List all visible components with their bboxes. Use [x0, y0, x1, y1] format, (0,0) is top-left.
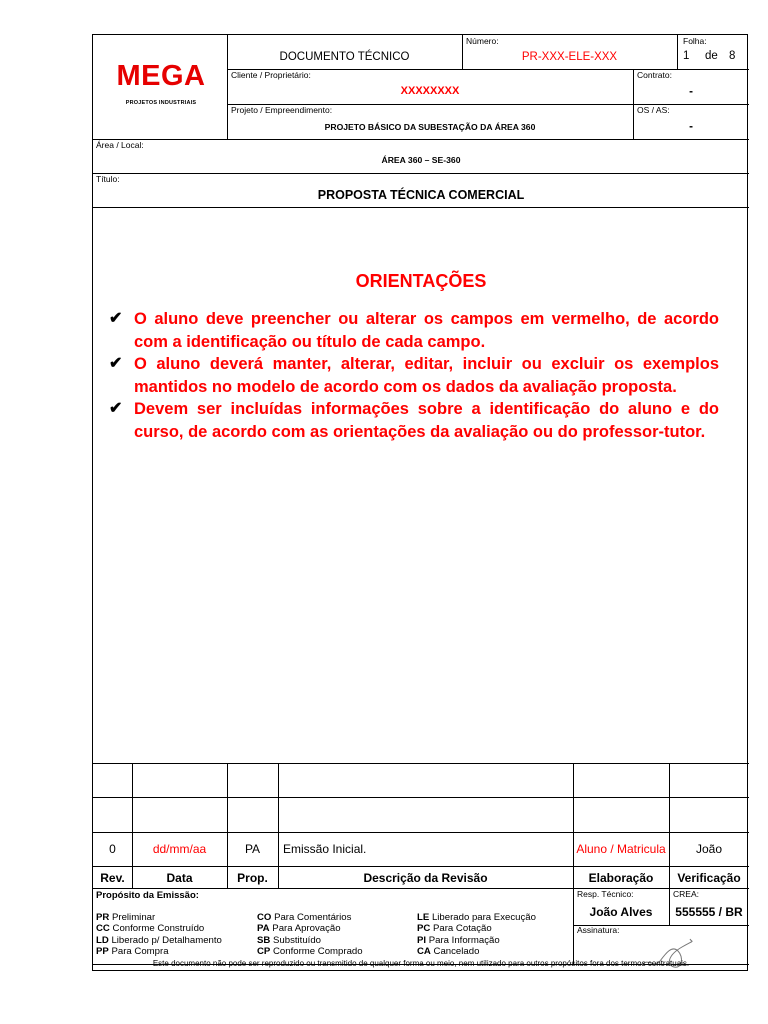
- legend-column-1: [96, 912, 222, 957]
- col-header-descricao: Descrição da Revisão: [363, 871, 488, 885]
- folha-label: Folha:: [683, 36, 707, 46]
- legend-item: PP Para Compra: [96, 945, 169, 957]
- proposito-label: Propósito da Emissão:: [96, 890, 199, 901]
- numero-field[interactable]: PR-XXX-ELE-XXX: [521, 51, 618, 63]
- document-type: DOCUMENTO TÉCNICO: [279, 51, 410, 63]
- rev-purpose: PA: [244, 842, 261, 856]
- rev-description: Emissão Inicial.: [283, 842, 367, 856]
- cliente-label: Cliente / Proprietário:: [231, 70, 311, 80]
- signature-image: [638, 935, 696, 975]
- crea-value: 555555 / BR: [675, 905, 743, 919]
- assinatura-label: Assinatura:: [577, 925, 620, 935]
- legend-item: CC Conforme Construído: [96, 923, 205, 935]
- legend-item: PA Para Aprovação: [257, 923, 341, 935]
- logo-subtitle: PROJETOS INDUSTRIAIS: [125, 100, 197, 106]
- area-label: Área / Local:: [96, 140, 144, 150]
- legend-item: CP Conforme Comprado: [257, 945, 363, 957]
- check-icon: ✔: [109, 310, 123, 327]
- footer-notice: Este documento não pode ser reproduzido ou transmitido de qualquer forma ou meio, nem utilizado para outros propósitos fora dos termos contratuais.: [152, 959, 690, 968]
- rev-number: 0: [109, 842, 116, 856]
- document-title: PROPOSTA TÉCNICA COMERCIAL: [317, 188, 525, 202]
- col-header-rev: Rev.: [100, 871, 125, 885]
- document-page: [92, 34, 748, 971]
- contrato-value: -: [689, 86, 693, 98]
- logo-wordmark: MEGA: [116, 60, 206, 92]
- legend-item: PI Para Informação: [417, 934, 500, 946]
- resp-tecnico-label: Resp. Técnico:: [577, 889, 634, 899]
- rev-author-field[interactable]: Aluno / Matricula: [576, 842, 666, 856]
- list-item: [109, 308, 719, 353]
- legend-item: CO Para Comentários: [257, 912, 352, 923]
- company-logo: [93, 35, 227, 139]
- legend-item: PR Preliminar: [96, 912, 156, 923]
- projeto-label: Projeto / Empreendimento:: [231, 105, 333, 115]
- resp-tecnico-value: João Alves: [589, 905, 653, 919]
- area-value: ÁREA 360 – SE-360: [381, 155, 461, 165]
- orientacao-text: O aluno deverá manter, alterar, editar, incluir ou excluir os exemplos mantidos no modelo de acordo com os dados da avaliação proposta.: [134, 355, 719, 396]
- legend-item: LD Liberado p/ Detalhamento: [96, 934, 222, 946]
- legend-item: LE Liberado para Execução: [417, 912, 536, 923]
- rev-verifier: João: [695, 842, 723, 856]
- list-item: [109, 353, 719, 398]
- folha-page: 1: [683, 50, 690, 62]
- os-value: -: [689, 121, 693, 133]
- projeto-value: PROJETO BÁSICO DA SUBESTAÇÃO DA ÁREA 360: [324, 122, 536, 132]
- numero-label: Número:: [466, 36, 499, 46]
- list-item: [109, 398, 719, 443]
- orientacoes-title: ORIENTAÇÕES: [355, 271, 487, 291]
- rev-date-field[interactable]: dd/mm/aa: [152, 842, 207, 856]
- titulo-label: Título:: [96, 174, 120, 184]
- legend-item: SB Substituído: [257, 934, 322, 946]
- folha-total: 8: [729, 50, 736, 62]
- legend-item: PC Para Cotação: [417, 923, 492, 935]
- col-header-data: Data: [166, 871, 193, 885]
- col-header-elaboracao: Elaboração: [588, 871, 654, 885]
- col-header-verificacao: Verificação: [677, 871, 741, 885]
- orientacoes-list: [109, 308, 719, 443]
- legend-column-2: [257, 912, 363, 957]
- legend-item: CA Cancelado: [417, 945, 480, 957]
- check-icon: ✔: [109, 400, 123, 417]
- crea-label: CREA:: [673, 889, 699, 899]
- cliente-field[interactable]: XXXXXXXX: [400, 85, 460, 97]
- legend-column-3: [417, 912, 536, 957]
- folha-de: de: [705, 50, 718, 62]
- check-icon: ✔: [109, 355, 123, 372]
- contrato-label: Contrato:: [637, 70, 672, 80]
- orientacao-text: O aluno deve preencher ou alterar os campos em vermelho, de acordo com a identificação ou título de cada campo.: [134, 310, 719, 351]
- col-header-prop: Prop.: [237, 871, 268, 885]
- os-label: OS / AS:: [637, 105, 670, 115]
- orientacao-text: Devem ser incluídas informações sobre a identificação do aluno e do curso, de acordo com as orientações da avaliação ou do professor-tutor.: [134, 400, 719, 441]
